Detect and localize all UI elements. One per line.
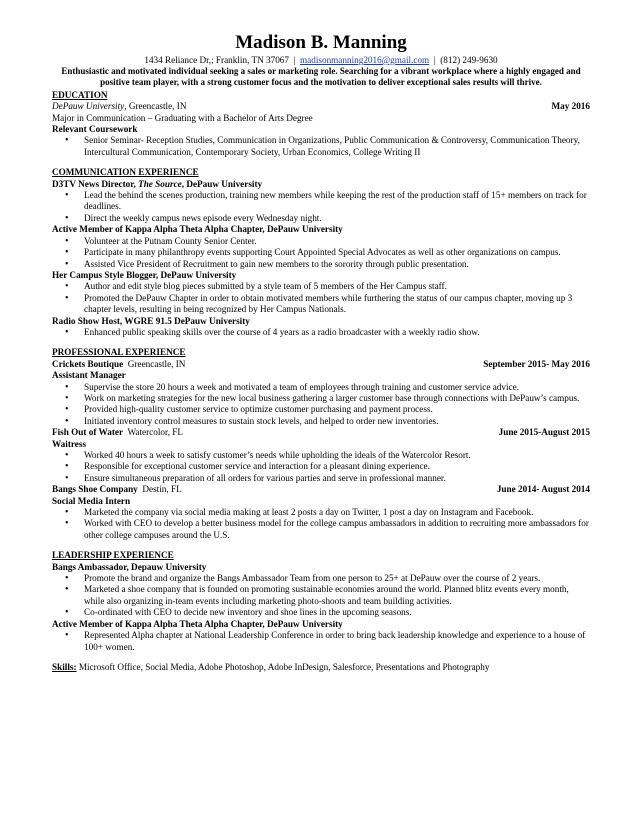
role-heading: Radio Show Host, WGRE 91.5 DePauw University	[52, 315, 250, 326]
role-bullets	[52, 573, 590, 619]
job-row	[52, 484, 590, 495]
professional-section	[52, 347, 590, 541]
coursework-item: • Senior Seminar- Reception Studies, Communication in Organizations, Public Communication & Controversy, Communication Theory, Intercultural Communication, Contemporary Society, Urban Economics, College Writing II	[52, 135, 590, 158]
role-heading: Bangs Ambassador, Depauw University	[52, 561, 207, 572]
separator: |	[433, 55, 436, 65]
list-item: • Assisted Vice President of Recruitment to gain new members to the sorority through public presentation.	[52, 259, 590, 270]
list-item: • Participate in many philanthropy events supporting Court Appointed Special Advocates as well as other organizations on campus.	[52, 247, 590, 258]
list-item: • Represented Alpha chapter at National Leadership Conference in order to bring back leadership knowledge and experience to a house of 100+ women.	[52, 630, 590, 653]
separator: |	[293, 55, 296, 65]
contact-line	[52, 55, 590, 66]
list-item: • Worked 40 hours a week to satisfy customer’s needs while upholding the ideals of the Watercolor Resort.	[52, 450, 590, 461]
school-name: DePauw University	[52, 101, 125, 112]
role-heading: Active Member of Kappa Alpha Theta Alpha Chapter, DePauw University	[52, 618, 343, 629]
job-row	[52, 427, 590, 438]
list-item: • Marketed the company via social media making at least 2 posts a day on Twitter, 1 post a day on Instagram and Facebook.	[52, 507, 590, 518]
job-location: Watercolor, FL	[127, 427, 184, 438]
role-heading: Her Campus Style Blogger, DePauw University	[52, 269, 237, 280]
role-bullets	[52, 190, 590, 224]
education-section	[52, 90, 590, 158]
list-item: • Work on marketing strategies for the new local business gathering a larger customer base through connections with DePauw’s campus.	[52, 393, 590, 404]
list-item: • Responsible for exceptional customer service and interaction for a pleasant dining experience.	[52, 461, 590, 472]
list-item: • Enhanced public speaking skills over the course of 4 years as a radio broadcaster with a weekly radio show.	[52, 327, 590, 338]
role-heading: Active Member of Kappa Alpha Theta Alpha Chapter, DePauw University	[52, 224, 343, 235]
address: 1434 Reliance Dr,; Franklin, TN 37067	[144, 55, 289, 65]
job-date: September 2015- May 2016	[483, 358, 590, 369]
graduation-date: May 2016	[551, 101, 590, 112]
role-bullets	[52, 327, 590, 338]
role-heading	[52, 179, 590, 190]
list-item: • Worked with CEO to develop a better business model for the college campus ambassadors in addition to recruiting more ambassadors for other college campuses around the U.S.	[52, 518, 590, 541]
job-location: Destin, FL	[142, 484, 182, 495]
section-title: COMMUNICATION EXPERIENCE	[52, 167, 199, 178]
section-title: PROFESSIONAL EXPERIENCE	[52, 347, 186, 358]
job-date: June 2014- August 2014	[496, 484, 590, 495]
education-row	[52, 101, 590, 112]
leadership-section	[52, 550, 590, 653]
role-heading-part: , DePauw University	[181, 178, 263, 189]
list-item: • Ensure simultaneous preparation of all orders for various parties and serve in professional manner.	[52, 473, 590, 484]
company-name: Bangs Shoe Company	[52, 484, 138, 495]
section-title: LEADERSHIP EXPERIENCE	[52, 550, 174, 561]
skills-line	[52, 662, 590, 673]
objective-statement: Enthusiastic and motivated individual seeking a sales or marketing role. Searching for a vibrant workplace where a highly engaged and positive team player, with a strong customer focus and the motivation to deliver exceptional sales results will thrive.	[61, 66, 581, 88]
list-item: • Co-ordinated with CEO to decide new inventory and shoe lines in the upcoming seasons.	[52, 607, 590, 618]
section-title: EDUCATION	[52, 89, 108, 100]
list-item: • Volunteer at the Putnam County Senior Center.	[52, 236, 590, 247]
list-item: • Initiated inventory control measures to sustain stock levels, and helped to order new inventories.	[52, 416, 590, 427]
job-row	[52, 359, 590, 370]
coursework-list	[52, 135, 590, 158]
job-bullets	[52, 507, 590, 541]
skills-text: Microsoft Office, Social Media, Adobe Photoshop, Adobe InDesign, Salesforce, Presentations and Photography	[78, 661, 490, 672]
list-item: • Promoted the DePauw Chapter in order to obtain motivated members while furthering the status of our campus chapter, moving up 3 chapter levels, resulting in being recognized by Her Campus Nationals.	[52, 293, 590, 316]
list-item: • Promote the brand and organize the Bangs Ambassador Team from one person to 25+ at DePauw over the course of 2 years.	[52, 573, 590, 584]
company-name: Crickets Boutique	[52, 358, 124, 369]
job-position: Waitress	[52, 438, 87, 449]
job-position: Assistant Manager	[52, 370, 126, 381]
job-bullets	[52, 382, 590, 428]
skills-label: Skills:	[52, 661, 77, 672]
company-name: Fish Out of Water	[52, 427, 124, 438]
candidate-name: Madison B. Manning	[235, 32, 407, 53]
degree: Major in Communication – Graduating with a Bachelor of Arts Degree	[52, 112, 313, 123]
job-bullets	[52, 450, 590, 484]
list-item: • Direct the weekly campus news episode every Wednesday night.	[52, 213, 590, 224]
role-bullets	[52, 281, 590, 315]
role-bullets	[52, 236, 590, 270]
job-location: Greencastle, IN	[127, 358, 186, 369]
list-item: • Marketed a shoe company that is founded on promoting sustainable economies around the world. Planned blitz events every month, while also organizing in-team events including marketing photo-shoots and team building activities.	[52, 584, 590, 607]
list-item: • Author and edit style blog pieces submitted by a style team of 5 members of the Her Campus staff.	[52, 281, 590, 292]
school-location: , Greencastle, IN	[124, 101, 187, 112]
publication-name: The Source	[138, 178, 182, 189]
job-date: June 2015-August 2015	[498, 427, 590, 438]
phone: (812) 249-9630	[440, 55, 498, 65]
role-heading-part: D3TV News Director,	[52, 178, 139, 189]
role-bullets	[52, 630, 590, 653]
list-item: • Provided high-quality customer service to optimize customer purchasing and payment process.	[52, 404, 590, 415]
email-link[interactable]: madisonmanning2016@gmail.com	[300, 55, 430, 65]
list-item: • Lead the behind the scenes production, training new members while keeping the rest of the production staff of 15+ members on track for deadlines.	[52, 190, 590, 213]
job-position: Social Media Intern	[52, 495, 131, 506]
coursework-label: Relevant Coursework	[52, 124, 138, 135]
list-item: • Supervise the store 20 hours a week and motivated a team of employees through training and customer service advice.	[52, 382, 590, 393]
communication-section	[52, 167, 590, 338]
